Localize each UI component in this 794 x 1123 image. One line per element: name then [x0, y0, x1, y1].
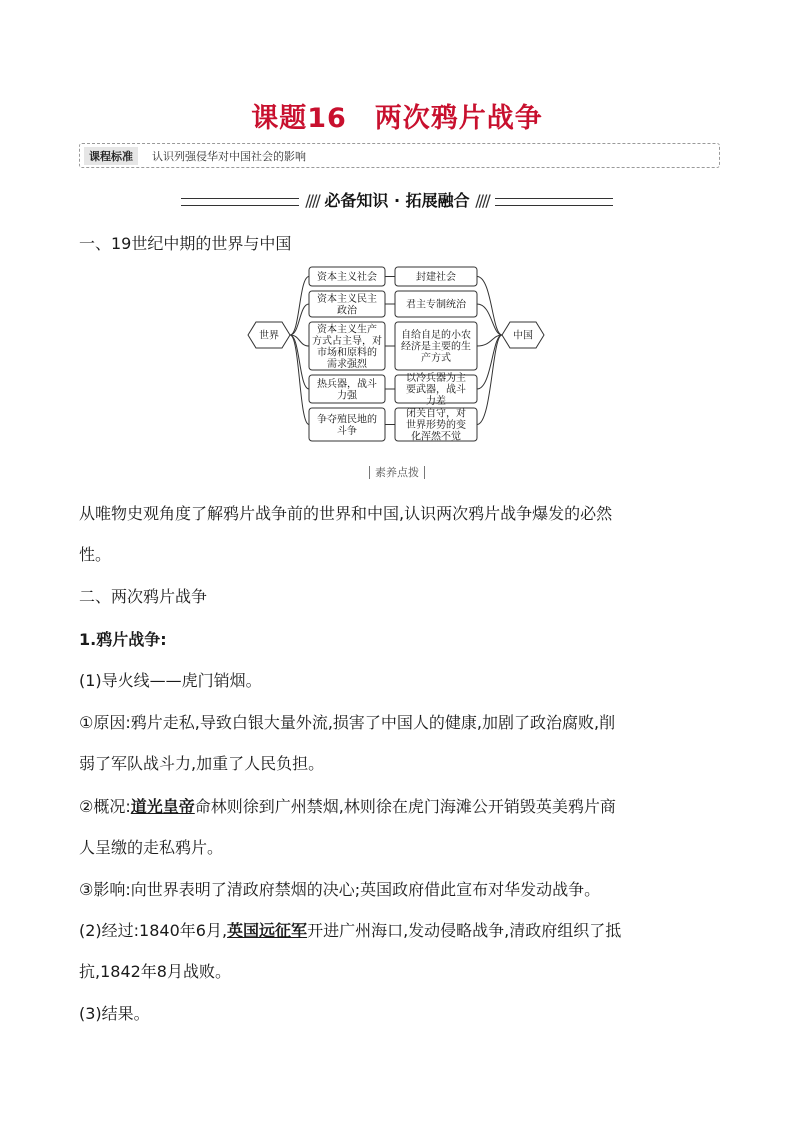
overview-prefix: ②概况: [79, 797, 131, 816]
page-title: 课题16 两次鸦片战争 [251, 103, 543, 134]
world-box-text-3-line-1: 力强 [337, 390, 357, 402]
para-cause-2: 弱了军队战斗力,加重了人民负担。 [79, 754, 325, 773]
china-box-text-2-line-1: 经济是主要的生 [401, 341, 471, 353]
world-box-text-2-line-2: 市场和原料的 [317, 347, 377, 359]
banner-text: 必备知识 · 拓展融合 [324, 191, 470, 210]
world-box-text-4-line-1: 斗争 [337, 425, 357, 437]
tip-label-text: 素养点拨 [369, 466, 425, 479]
para-process-2: 抗,1842年8月战败。 [79, 962, 231, 981]
world-box-text-2-line-1: 方式占主导，对 [312, 335, 382, 347]
china-box-text-4-line-2: 化浑然不觉 [411, 431, 461, 443]
para-overview-1 [79, 794, 616, 817]
china-box-text-3-line-2: 力差 [426, 396, 446, 407]
china-box-text-4-line-1: 世界形势的变 [406, 420, 466, 431]
connector-right-1 [477, 304, 502, 335]
china-box-text-3-line-1: 要武器，战斗 [406, 384, 466, 396]
curriculum-standard-box [79, 143, 720, 168]
para-impact: ③影响:向世界表明了清政府禁烟的决心;英国政府借此宣布对华发动战争。 [79, 880, 601, 899]
world-box-text-2-line-0: 资本主义生产 [317, 324, 377, 336]
para-result: (3)结果。 [79, 1004, 150, 1023]
para-overview-2: 人呈缴的走私鸦片。 [79, 838, 224, 857]
china-box-text-2-line-2: 产方式 [421, 353, 451, 364]
standard-text: 认识列强侵华对中国社会的影响 [152, 150, 306, 163]
tip-label [0, 464, 794, 480]
connector-left-4 [290, 335, 309, 425]
world-box-text-1-line-0: 资本主义民主 [317, 293, 377, 305]
connector-right-4 [477, 335, 502, 425]
standard-label: 课程标准 [84, 147, 138, 165]
world-china-diagram [246, 262, 546, 447]
banner-right-rule [495, 198, 613, 206]
china-box-text-3-line-0: 以冷兵器为主 [406, 373, 466, 384]
section2-heading: 二、两次鸦片战争 [79, 587, 208, 606]
world-box-text-1-line-1: 政治 [337, 305, 357, 317]
world-box-text-2-line-3: 需求强烈 [327, 358, 367, 370]
subheading-opium-war: 1.鸦片战争: [79, 630, 167, 649]
china-box-text-0-line-0: 封建社会 [416, 272, 456, 283]
tip-line-1: 从唯物史观角度了解鸦片战争前的世界和中国,认识两次鸦片战争爆发的必然 [79, 504, 613, 523]
overview-rest: 命林则徐到广州禁烟,林则徐在虎门海滩公开销毁英美鸦片商 [194, 797, 616, 816]
connector-right-3 [477, 335, 502, 389]
connector-left-0 [290, 277, 309, 336]
para-process-1 [79, 918, 621, 941]
connector-right-0 [477, 277, 502, 336]
para-cause-1: ①原因:鸦片走私,导致白银大量外流,损害了中国人的健康,加剧了政治腐败,削 [79, 713, 616, 732]
para-fuse: (1)导火线——虎门销烟。 [79, 671, 262, 690]
world-box-text-4-line-0: 争夺殖民地的 [317, 414, 377, 426]
process-rest: 开进广州海口,发动侵略战争,清政府组织了抵 [307, 921, 622, 940]
section-banner [0, 188, 794, 211]
banner-right-slashes: //// [475, 191, 489, 210]
world-label-line-0: 世界 [259, 330, 279, 342]
china-box-text-1-line-0: 君主专制统治 [406, 299, 466, 311]
china-label-line-0: 中国 [513, 330, 533, 342]
world-box-text-0-line-0: 资本主义社会 [317, 272, 377, 283]
overview-key-term: 道光皇帝 [130, 797, 195, 816]
world-box-text-3-line-0: 热兵器，战斗 [317, 378, 377, 390]
diagram-group [248, 267, 544, 443]
banner-left-slashes: //// [305, 191, 319, 210]
china-box-text-2-line-0: 自给自足的小农 [401, 330, 471, 341]
banner-left-rule [181, 198, 299, 206]
section1-heading: 一、19世纪中期的世界与中国 [79, 234, 292, 253]
china-box-text-4-line-0: 闭关自守，对 [406, 408, 466, 420]
process-key-term: 英国远征军 [227, 921, 308, 940]
process-prefix: (2)经过:1840年6月, [79, 921, 228, 940]
tip-line-2: 性。 [79, 545, 112, 564]
